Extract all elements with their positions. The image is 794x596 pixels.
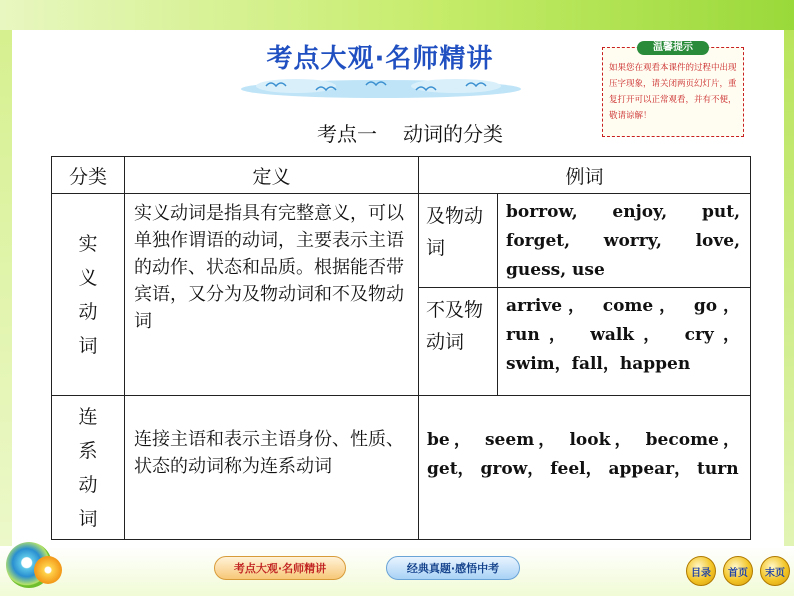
category-notional-verb (51, 193, 125, 396)
last-page-button[interactable]: 末页 (760, 556, 790, 586)
examples-linking-verb: be， seem， look， become， get， grow， feel， appear， turn (418, 395, 751, 540)
category-char: 词 (78, 334, 98, 357)
category-char: 动 (78, 300, 98, 323)
top-banner (0, 0, 794, 30)
category-linking-verb (51, 395, 125, 540)
left-border (0, 30, 12, 596)
first-page-button[interactable]: 首页 (723, 556, 753, 586)
label-transitive: 及物动词 (418, 193, 498, 288)
category-char: 动 (78, 473, 98, 496)
tip-body: 如果您在观看本课件的过程中出现压字现象，请关闭两页幻灯片，重复打开可以正常观看，并有不便，敬请谅解！ (609, 63, 737, 121)
examples-intransitive: arrive， come， go， run， walk， cry， swim，fall，happen (497, 287, 751, 396)
category-char: 连 (78, 405, 98, 428)
definition-notional-verb: 实义动词是指具有完整意义，可以单独作谓语的动词，主要表示主语的动作、状态和品质。根据能否带宾语，又分为及物动词和不及物动词 (124, 193, 419, 396)
subtitle-part1: 考点一 (317, 122, 377, 146)
header-examples: 例词 (418, 156, 751, 194)
subtitle-part2: 动词的分类 (403, 122, 503, 146)
examples-transitive: borrow, enjoy, put, forget, worry, love, guess, use (497, 193, 751, 288)
label-intransitive: 不及物动词 (418, 287, 498, 396)
tip-box (602, 42, 744, 137)
category-char: 词 (78, 507, 98, 530)
right-border (784, 30, 794, 596)
cd-disc-small-decoration (34, 556, 62, 584)
category-char: 实 (78, 232, 98, 255)
definition-linking-verb: 连接主语和表示主语身份、性质、状态的动词称为连系动词 (124, 395, 419, 540)
page-title: 考点大观·名师精讲 (266, 44, 494, 74)
toc-button[interactable]: 目录 (686, 556, 716, 586)
cloud-birds-decoration (236, 74, 526, 100)
header-category: 分类 (51, 156, 125, 194)
header-definition: 定义 (124, 156, 419, 194)
section-subtitle (200, 118, 620, 146)
verb-classification-table (51, 156, 751, 540)
tab-key-points[interactable]: 考点大观·名师精讲 (214, 556, 346, 580)
category-char: 义 (78, 266, 98, 289)
category-char: 系 (78, 439, 98, 462)
tab-classic-questions[interactable]: 经典真题·感悟中考 (386, 556, 520, 580)
tip-heading: 温馨提示 (637, 41, 709, 55)
